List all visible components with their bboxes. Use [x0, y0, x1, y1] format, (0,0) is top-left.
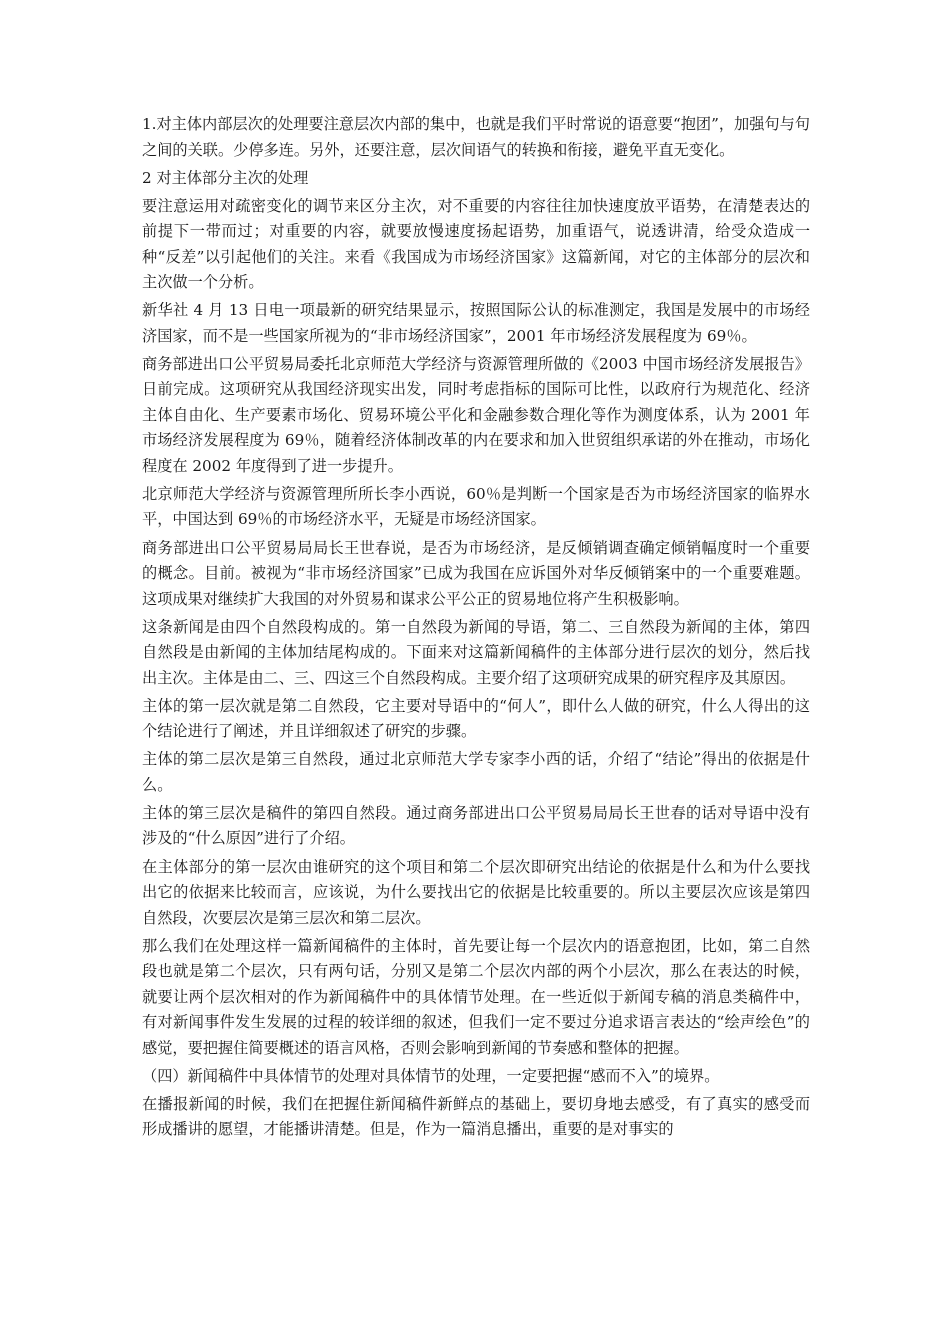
- news-paragraph-lead: 新华社 4 月 13 日电一项最新的研究结果显示，按照国际公认的标准测定，我国是发展中的市场经济国家，而不是一些国家所视为的“非市场经济国家”，2001 年市场经济发展程度为 69％。: [142, 301, 810, 345]
- document-page: [142, 112, 810, 1145]
- news-paragraph-body-2: 北京师范大学经济与资源管理所所长李小西说，60％是判断一个国家是否为市场经济国家的临界水平，中国达到 69％的市场经济水平，无疑是市场经济国家。: [142, 484, 810, 529]
- paragraph-final: 在播报新闻的时候，我们在把握住新闻稿件新鲜点的基础上，要切身地去感受，有了真实的感受而形成播讲的愿望，才能播讲清楚。但是，作为一篇消息播出，重要的是对事实的: [142, 1094, 810, 1139]
- section-heading-4: （四）新闻稿件中具体情节的处理对具体情节的处理，一定要把握“感而不入”的境界。: [142, 1066, 720, 1085]
- analysis-paragraph-2: 主体的第一层次就是第二自然段，它主要对导语中的“何人”，即什么人做的研究，什么人得出的这个结论进行了阐述，并且详细叙述了研究的步骤。: [142, 696, 810, 741]
- analysis-paragraph-3: 主体的第二层次是第三自然段，通过北京师范大学专家李小西的话，介绍了“结论”得出的依据是什么。: [142, 750, 810, 794]
- analysis-paragraph-1: 这条新闻是由四个自然段构成的。第一自然段为新闻的导语，第二、三自然段为新闻的主体，第四自然段是由新闻的主体加结尾构成的。下面来对这篇新闻稿件的主体部分进行层次的划分，然后找出主次。主体是由二、三、四这三个自然段构成。主要介绍了这项研究成果的研究程序及其原因。: [142, 617, 810, 687]
- section-heading-2: 2 对主体部分主次的处理: [142, 168, 309, 187]
- news-paragraph-body-1: 商务部进出口公平贸易局委托北京师范大学经济与资源管理所做的《2003 中国市场经济发展报告》日前完成。这项研究从我国经济现实出发，同时考虑指标的国际可比性，以政府行为规范化、经济主体自由化、生产要素市场化、贸易环境公平化和金融参数合理化等作为测度体系，认为 2001 年市场经济发展程度为 69％，随着经济体制改革的内在要求和加入世贸组织承诺的外在推动，市场化程度在 2002 年度得到了进一步提升。: [142, 354, 810, 475]
- analysis-paragraph-6: 那么我们在处理这样一篇新闻稿件的主体时，首先要让每一个层次内的语意抱团，比如，第二自然段也就是第二个层次，只有两句话，分别又是第二个层次内部的两个小层次，那么在表达的时候，就要让两个层次相对的作为新闻稿件中的具体情节处理。在一些近似于新闻专稿的消息类稿件中，有对新闻事件发生发展的过程的较详细的叙述，但我们一定不要过分追求语言表达的“绘声绘色”的感觉，要把握住简要概述的语言风格，否则会影响到新闻的节奏感和整体的把握。: [142, 936, 810, 1057]
- paragraph-1: 1.对主体内部层次的处理要注意层次内部的集中，也就是我们平时常说的语意要“抱团”，加强句与句之间的关联。少停多连。另外，还要注意，层次间语气的转换和衔接，避免平直无变化。: [142, 115, 810, 159]
- analysis-paragraph-5: 在主体部分的第一层次由谁研究的这个项目和第二个层次即研究出结论的依据是什么和为什么要找出它的依据来比较而言，应该说，为什么要找出它的依据是比较重要的。所以主要层次应该是第四自然段，次要层次是第三层次和第二层次。: [142, 857, 810, 927]
- analysis-paragraph-4: 主体的第三层次是稿件的第四自然段。通过商务部进出口公平贸易局局长王世春的话对导语中没有涉及的“什么原因”进行了介绍。: [142, 803, 810, 848]
- news-paragraph-body-3: 商务部进出口公平贸易局局长王世春说，是否为市场经济，是反倾销调查确定倾销幅度时一个重要的概念。目前。被视为“非市场经济国家”已成为我国在应诉国外对华反倾销案中的一个重要难题。这项成果对继续扩大我国的对外贸易和谋求公平公正的贸易地位将产生积极影响。: [142, 538, 810, 608]
- paragraph-3: 要注意运用对疏密变化的调节来区分主次，对不重要的内容往往加快速度放平语势，在清楚表达的前提下一带而过；对重要的内容，就要放慢速度扬起语势，加重语气，说透讲清，给受众造成一种“反差”以引起他们的关注。来看《我国成为市场经济国家》这篇新闻，对它的主体部分的层次和主次做一个分析。: [142, 196, 810, 292]
